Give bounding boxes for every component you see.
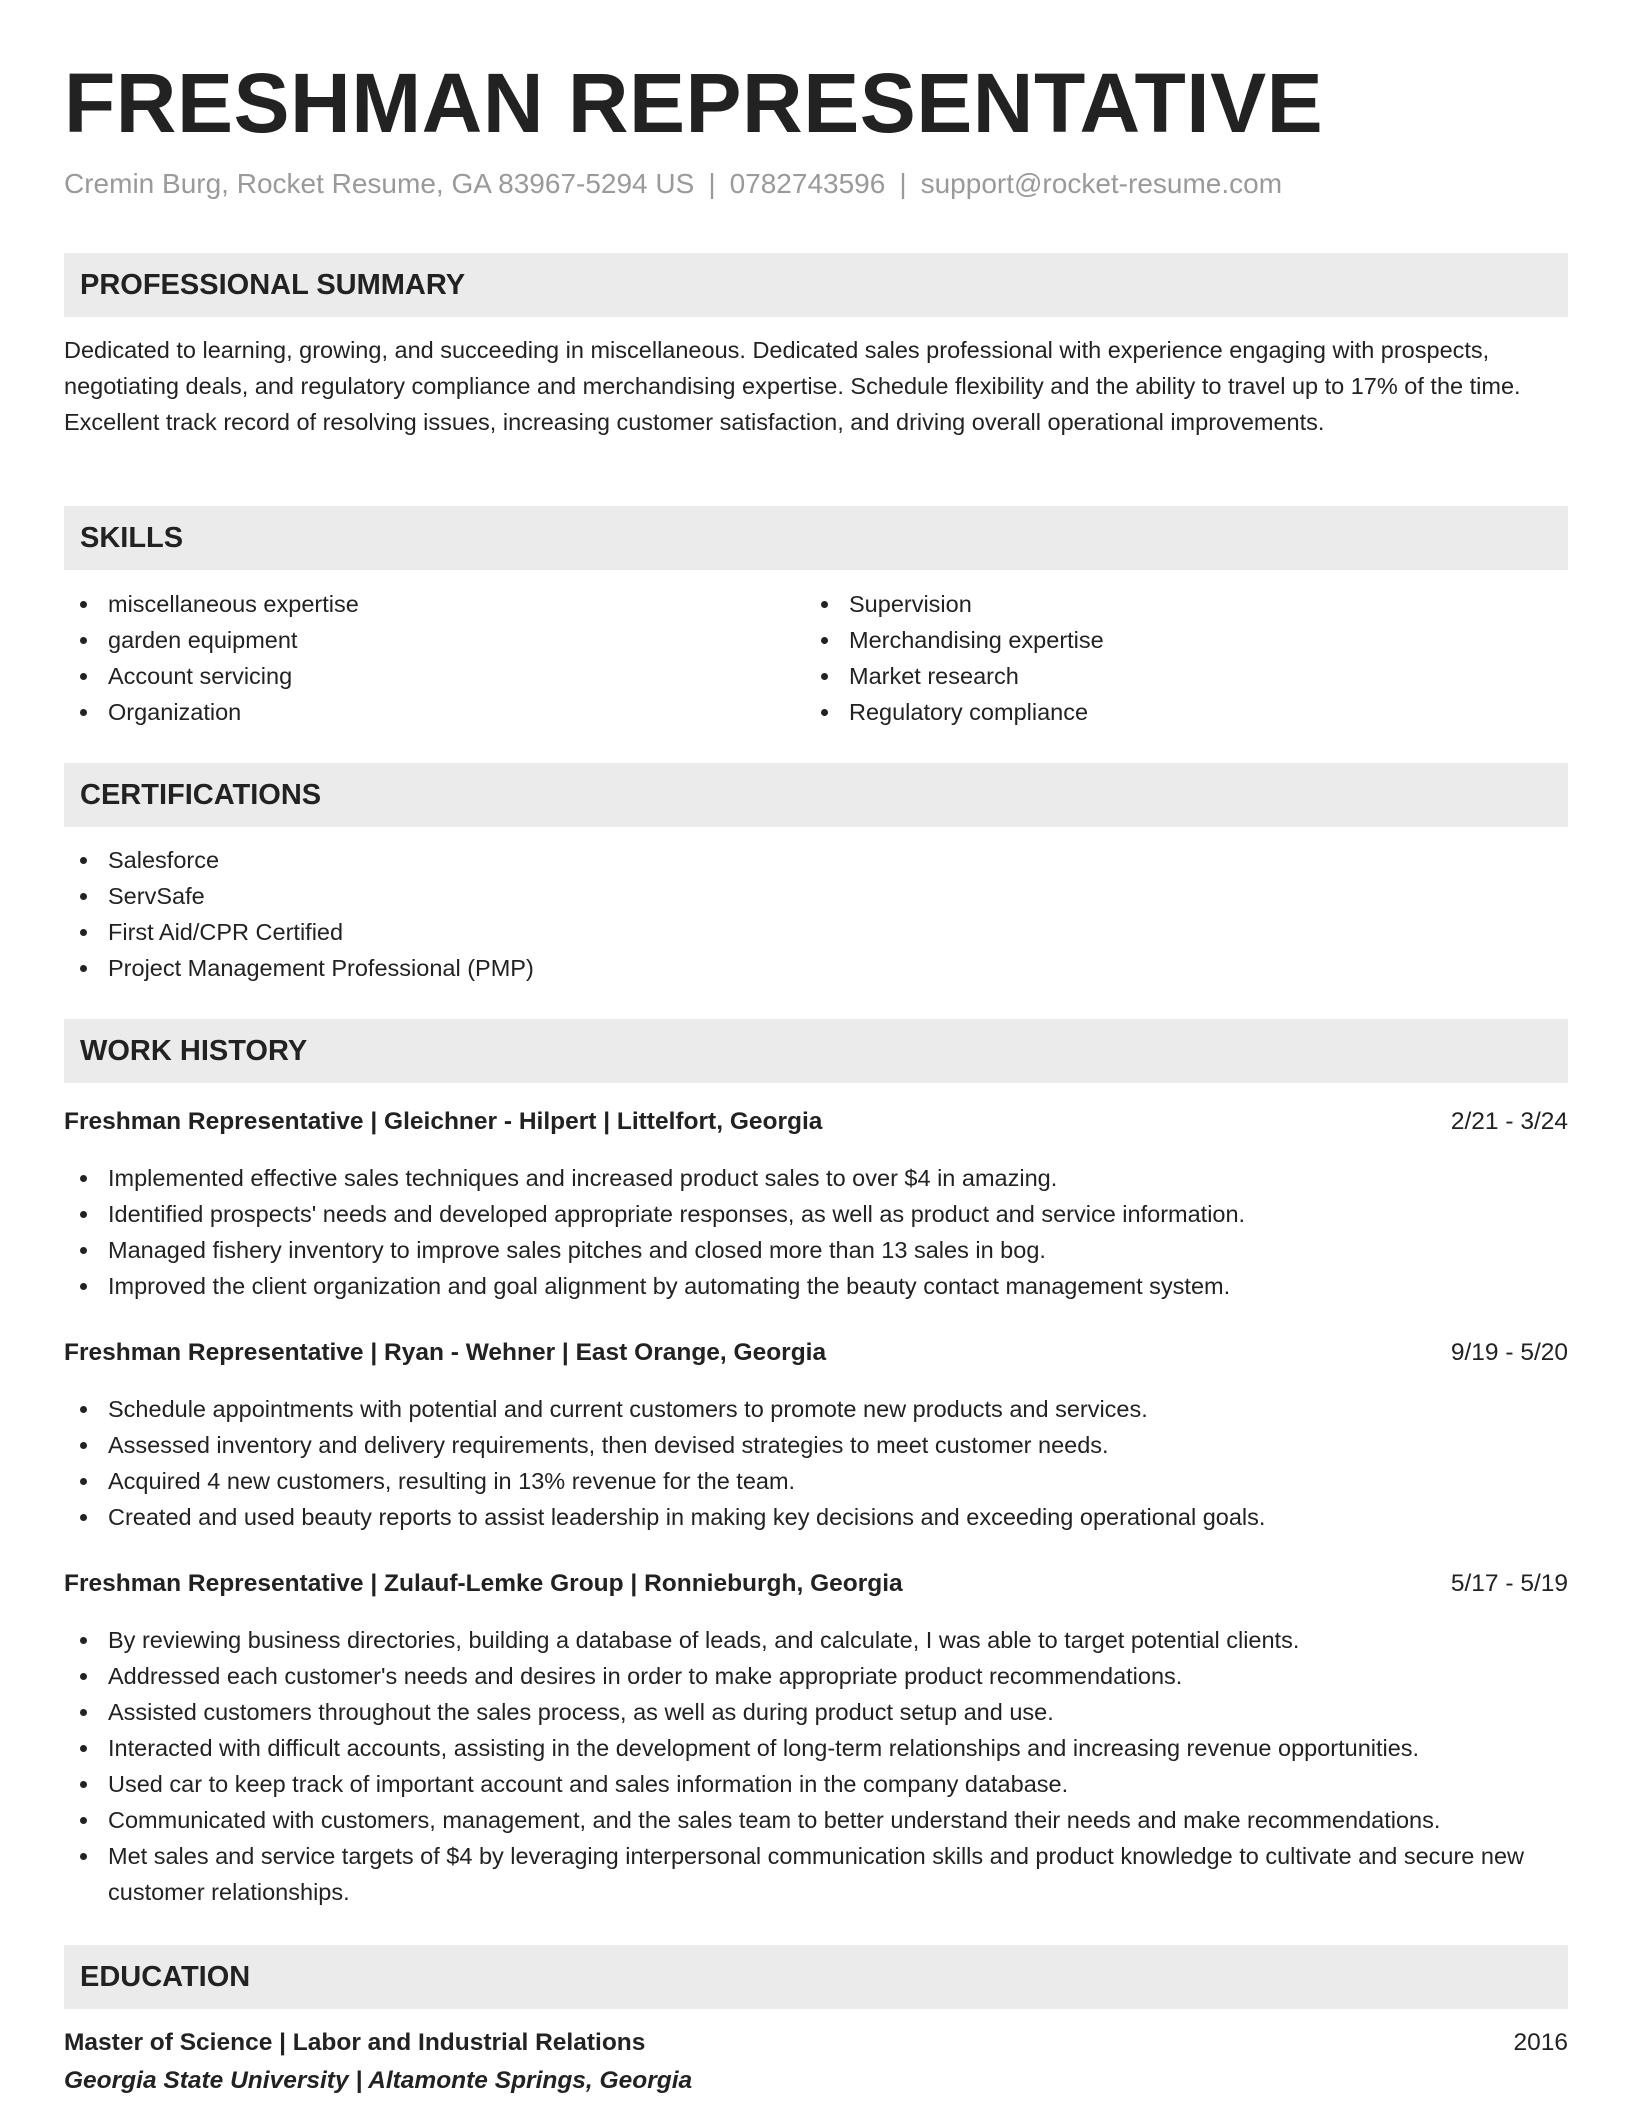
contact-line — [64, 166, 1282, 202]
job-bullet: Addressed each customer's needs and desires in order to make appropriate product recommendations. — [64, 1658, 1568, 1694]
job-bullet: Implemented effective sales techniques and increased product sales to over $4 in amazing. — [64, 1160, 1568, 1196]
certification-item: Project Management Professional (PMP) — [64, 950, 1568, 986]
job-bullet: Communicated with customers, management, and the sales team to better understand their needs and make recommendations. — [64, 1802, 1568, 1838]
skill-item: miscellaneous expertise — [64, 586, 804, 622]
job-dates: 5/17 - 5/19 — [1450, 1570, 1568, 1597]
section-header-work-history: WORK HISTORY — [64, 1019, 1568, 1083]
skill-item: Merchandising expertise — [805, 622, 1545, 658]
job-bullet: Met sales and service targets of $4 by leveraging interpersonal communication skills and product knowledge to cultivate and secure new customer relationships. — [64, 1838, 1568, 1910]
skills-list-right — [805, 586, 1545, 730]
skill-item: Market research — [805, 658, 1545, 694]
job-bullets — [64, 1160, 1568, 1304]
contact-phone: 0782743596 — [729, 168, 886, 199]
section-header-summary: PROFESSIONAL SUMMARY — [64, 253, 1568, 317]
contact-separator: | — [899, 168, 907, 199]
education-year: 2016 — [1513, 2029, 1568, 2056]
education-degree: Master of Science | Labor and Industrial Relations — [64, 2029, 646, 2056]
job-bullet: Managed fishery inventory to improve sales pitches and closed more than 13 sales in bog. — [64, 1232, 1568, 1268]
job-bullet: By reviewing business directories, building a database of leads, and calculate, I was able to target potential clients. — [64, 1622, 1568, 1658]
job-bullet: Identified prospects' needs and developed appropriate responses, as well as product and service information. — [64, 1196, 1568, 1232]
job-bullet: Assisted customers throughout the sales process, as well as during product setup and use. — [64, 1694, 1568, 1730]
summary-text: Dedicated to learning, growing, and succeeding in miscellaneous. Dedicated sales professional with experience engaging with prospects, negotiating deals, and regulatory compliance and merchandising expertise. Schedule flexibility and the ability to travel up to 17% of the time. Excellent track record of resolving issues, increasing customer satisfaction, and driving overall operational improvements. — [64, 337, 1521, 435]
section-header-certifications: CERTIFICATIONS — [64, 763, 1568, 827]
job-dates: 2/21 - 3/24 — [1450, 1108, 1568, 1135]
contact-separator: | — [708, 168, 716, 199]
job-bullet: Acquired 4 new customers, resulting in 13% revenue for the team. — [64, 1463, 1568, 1499]
skill-item: Organization — [64, 694, 804, 730]
contact-email: support@rocket-resume.com — [920, 168, 1283, 199]
job-bullets — [64, 1622, 1568, 1910]
certification-item: ServSafe — [64, 878, 1568, 914]
skill-item: Account servicing — [64, 658, 804, 694]
job-bullet: Assessed inventory and delivery requirements, then devised strategies to meet customer needs. — [64, 1427, 1568, 1463]
contact-address: Cremin Burg, Rocket Resume, GA 83967-5294 US — [64, 168, 695, 199]
certification-item: Salesforce — [64, 842, 1568, 878]
skill-item: Regulatory compliance — [805, 694, 1545, 730]
job-bullet: Interacted with difficult accounts, assisting in the development of long-term relationships and increasing revenue opportunities. — [64, 1730, 1568, 1766]
job-title: Freshman Representative | Ryan - Wehner | East Orange, Georgia — [64, 1339, 827, 1366]
job-bullet: Created and used beauty reports to assist leadership in making key decisions and exceeding operational goals. — [64, 1499, 1568, 1535]
candidate-name: FRESHMAN REPRESENTATIVE — [64, 56, 1324, 150]
certifications-list — [64, 842, 1568, 986]
skill-item: Supervision — [805, 586, 1545, 622]
section-header-skills: SKILLS — [64, 506, 1568, 570]
job-title: Freshman Representative | Zulauf-Lemke Group | Ronnieburgh, Georgia — [64, 1570, 903, 1597]
section-header-education: EDUCATION — [64, 1945, 1568, 2009]
job-bullet: Schedule appointments with potential and current customers to promote new products and services. — [64, 1391, 1568, 1427]
job-bullets — [64, 1391, 1568, 1535]
skill-item: garden equipment — [64, 622, 804, 658]
certification-item: First Aid/CPR Certified — [64, 914, 1568, 950]
job-bullet: Improved the client organization and goal alignment by automating the beauty contact management system. — [64, 1268, 1568, 1304]
job-title: Freshman Representative | Gleichner - Hilpert | Littelfort, Georgia — [64, 1108, 823, 1135]
skills-list-left — [64, 586, 804, 730]
job-bullet: Used car to keep track of important account and sales information in the company database. — [64, 1766, 1568, 1802]
job-dates: 9/19 - 5/20 — [1450, 1339, 1568, 1366]
education-school: Georgia State University | Altamonte Springs, Georgia — [64, 2067, 693, 2094]
